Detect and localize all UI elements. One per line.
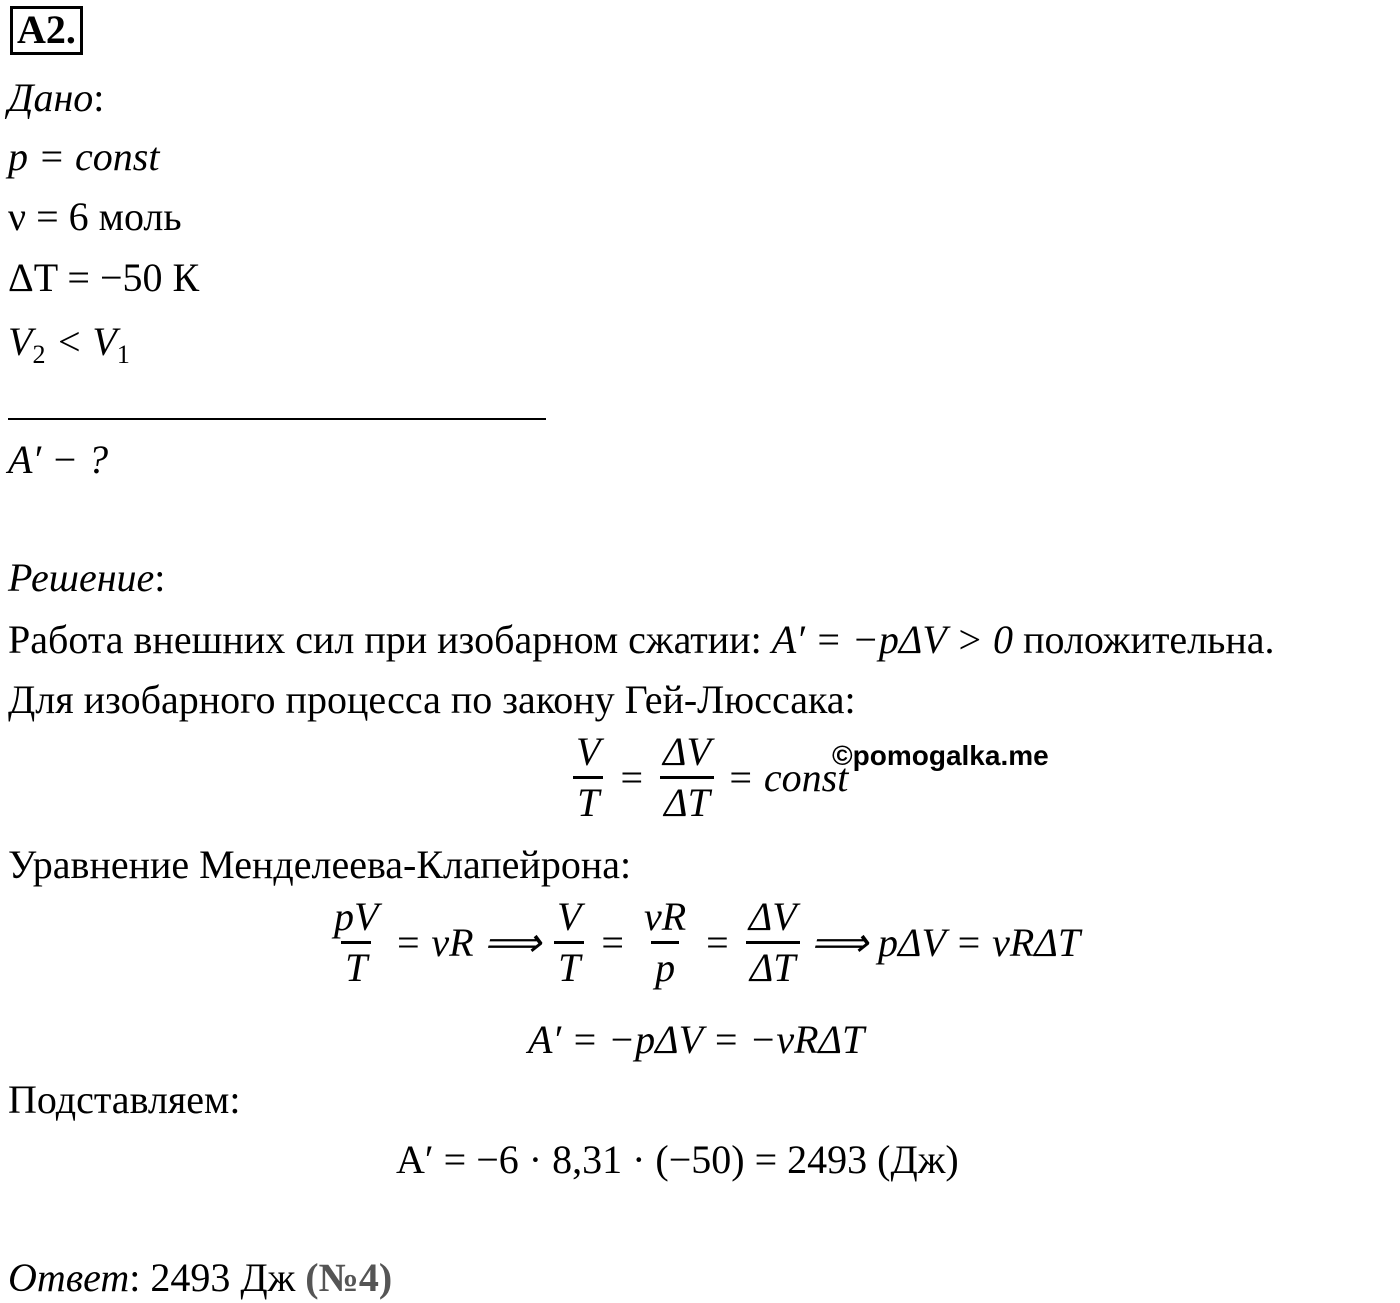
fraction-dv-over-dt-2: $\frac{\Delta V}{\Delta T}$ (745, 897, 801, 988)
watermark: ©pomogalka.me (832, 740, 1049, 771)
solution-line-1 (8, 617, 1275, 662)
work-formula: A′ = −pΔV = −νRΔT (528, 1017, 865, 1062)
answer-label: Ответ (8, 1255, 130, 1300)
problem-label: A2. (10, 6, 83, 55)
line1-text: Работа внешних сил при изобарном сжатии: (8, 617, 772, 662)
answer-value: : 2493 Дж (129, 1255, 306, 1300)
fraction-nur-over-p: $\frac{\nu R}{p}$ (643, 894, 687, 990)
given-volume-relation (8, 319, 130, 369)
calculation-formula: A′ = −6 · 8,31 · (−50) = 2493 (Дж) (396, 1137, 959, 1182)
mk-part-1: = νR ⟹ (394, 919, 541, 965)
given-pressure: p = const (8, 134, 160, 179)
line1-tail: положительна. (1013, 617, 1275, 662)
fraction-v-over-t: $\frac{V}{T}$ (572, 732, 604, 823)
fraction-dv-over-dt: $\frac{\Delta V}{\Delta T}$ (659, 732, 715, 823)
answer-line (8, 1255, 393, 1300)
answer-number: (№4) (305, 1255, 393, 1300)
solution-title: Решение (8, 555, 155, 600)
solution-line-2: Для изобарного процесса по закону Гей-Люссака: (8, 677, 856, 722)
solution-heading: Решение: (8, 555, 166, 600)
fraction-pv-over-t: $\frac{pV}{T}$ (334, 894, 379, 990)
v-symbol: V (8, 319, 33, 364)
v-sub-2: 2 (32, 340, 46, 369)
given-separator (8, 418, 546, 420)
given-title: Дано (8, 75, 94, 120)
const-rhs: = const (726, 754, 849, 800)
mk-part-2: ⟹ pΔV = νRΔT (810, 919, 1081, 965)
v-sub-1: 1 (116, 340, 130, 369)
solution-line-3: Уравнение Менделеева-Клапейрона: (8, 842, 632, 887)
find-question: A′ − ? (8, 437, 109, 482)
given-temp-change: ΔT = −50 К (8, 255, 200, 300)
fraction-v-over-t-2: $\frac{V}{T}$ (553, 897, 585, 988)
line1-formula: A′ = −pΔV > 0 (771, 617, 1014, 662)
given-heading: Дано: (8, 75, 105, 120)
solution-line-4: Подставляем: (8, 1077, 241, 1122)
given-moles: ν = 6 моль (8, 194, 182, 239)
gay-lussac-equation: $\frac{V}{T}$ = $\frac{\Delta V}{\Delta T}$ = const (568, 732, 848, 823)
v-less-than: < V (45, 319, 117, 364)
mendeleev-equation: $\frac{pV}{T}$ = νR ⟹ $\frac{V}{T}$ = $\frac{\nu R}{p}$ = $\frac{\Delta V}{\Delta T}$ ⟹ pΔV = νRΔT (326, 897, 1080, 988)
